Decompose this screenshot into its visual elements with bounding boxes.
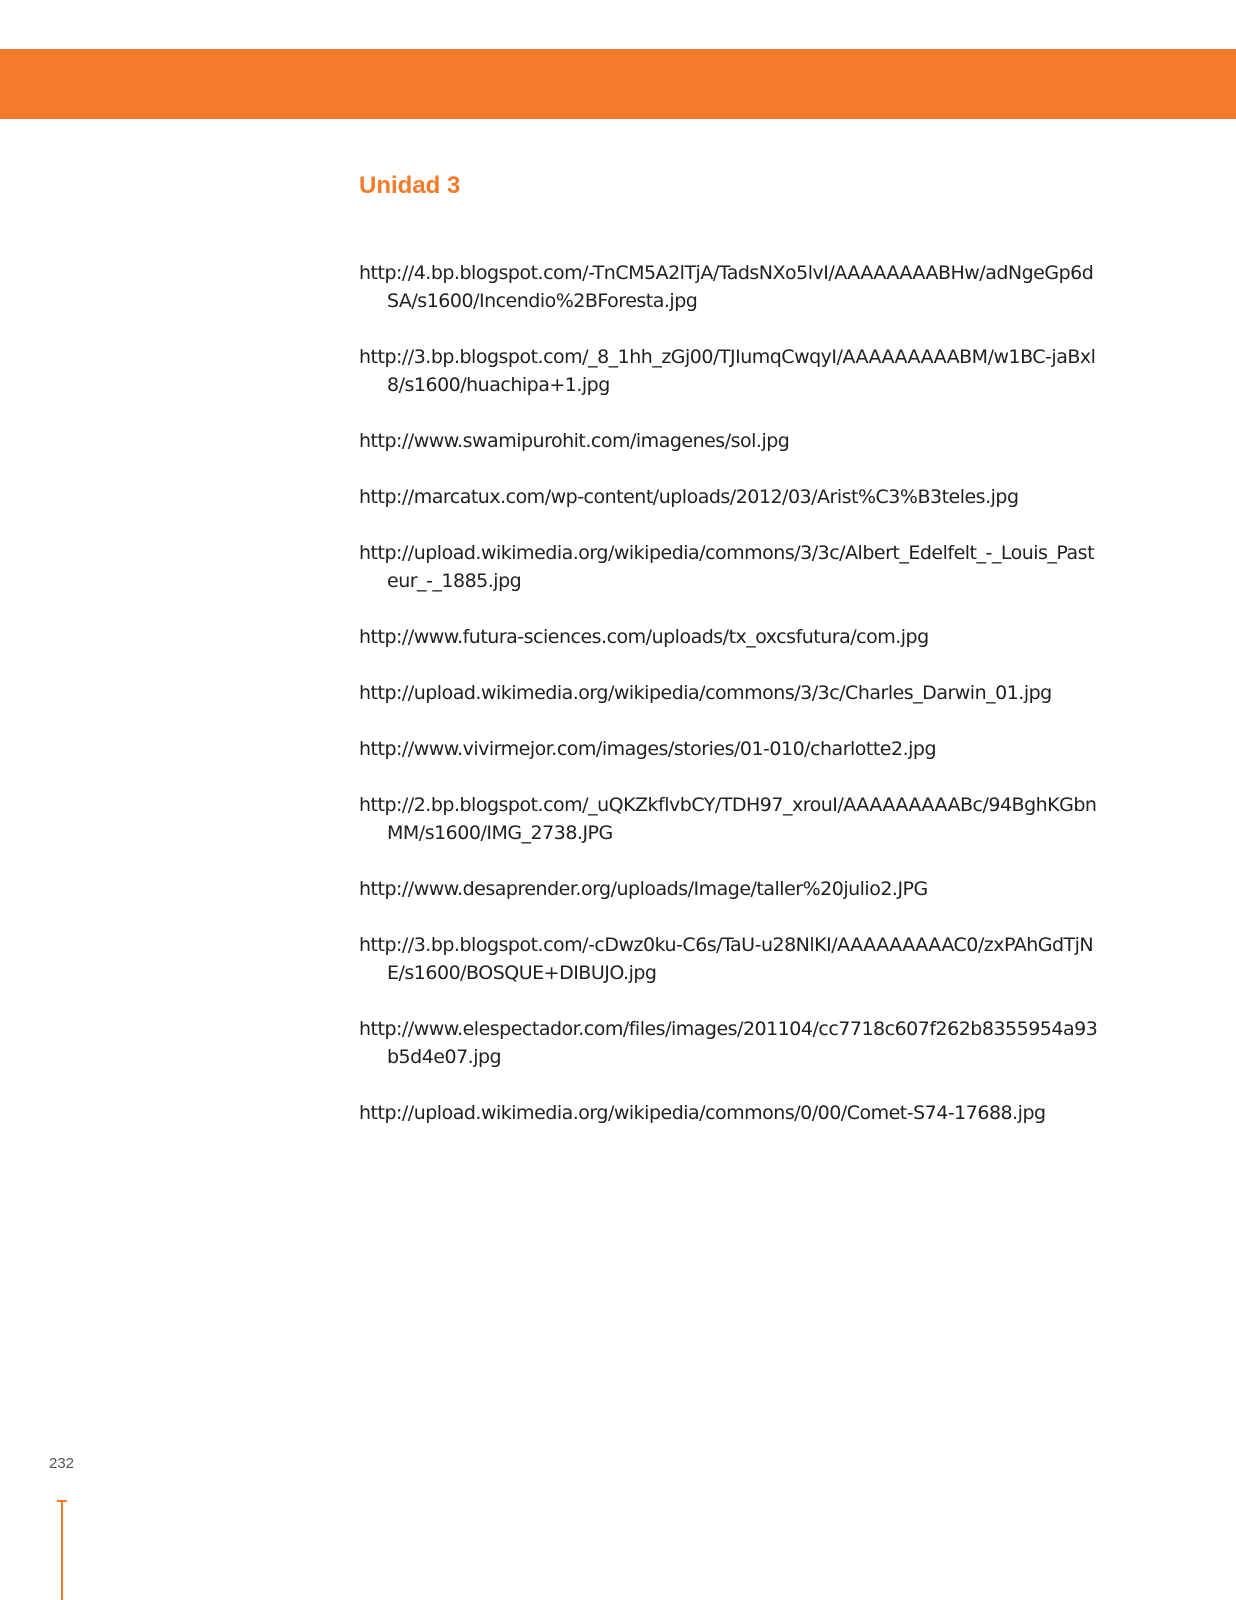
reference-item: http://3.bp.blogspot.com/-cDwz0ku-C6s/TaU-u28NlKI/AAAAAAAAAC0/zxPAhGdTjNE/s1600/BOSQUE+DIBUJO.jpg — [359, 934, 1094, 984]
header-band — [0, 49, 1236, 119]
reference-item: http://4.bp.blogspot.com/-TnCM5A2lTjA/TadsNXo5lvI/AAAAAAAABHw/adNgeGp6dSA/s1600/Incendio%2BForesta.jpg — [359, 262, 1094, 312]
reference-item: http://2.bp.blogspot.com/_uQKZkflvbCY/TDH97_xrouI/AAAAAAAAABc/94BghKGbnMM/s1600/IMG_2738.JPG — [359, 794, 1097, 844]
reference-list — [359, 259, 1099, 1155]
reference-item: http://www.swamipurohit.com/imagenes/sol.jpg — [359, 430, 790, 452]
reference-item: http://upload.wikimedia.org/wikipedia/commons/3/3c/Charles_Darwin_01.jpg — [359, 682, 1052, 704]
reference-item: http://upload.wikimedia.org/wikipedia/commons/0/00/Comet-S74-17688.jpg — [359, 1102, 1046, 1124]
margin-rule — [61, 1500, 63, 1600]
unit-title: Unidad 3 — [359, 172, 461, 199]
reference-item: http://www.desaprender.org/uploads/Image/taller%20julio2.JPG — [359, 878, 928, 900]
reference-item: http://upload.wikimedia.org/wikipedia/commons/3/3c/Albert_Edelfelt_-_Louis_Pasteur_-_1885.jpg — [359, 542, 1095, 592]
page-number: 232 — [49, 1455, 75, 1472]
reference-item: http://marcatux.com/wp-content/uploads/2012/03/Arist%C3%B3teles.jpg — [359, 486, 1019, 508]
reference-item: http://www.elespectador.com/files/images/201104/cc7718c607f262b8355954a93b5d4e07.jpg — [359, 1018, 1098, 1068]
reference-item: http://www.vivirmejor.com/images/stories/01-010/charlotte2.jpg — [359, 738, 937, 760]
reference-item: http://www.futura-sciences.com/uploads/tx_oxcsfutura/com.jpg — [359, 626, 929, 648]
reference-item: http://3.bp.blogspot.com/_8_1hh_zGj00/TJIumqCwqyI/AAAAAAAAABM/w1BC-jaBxl8/s1600/huachipa+1.jpg — [359, 346, 1096, 396]
